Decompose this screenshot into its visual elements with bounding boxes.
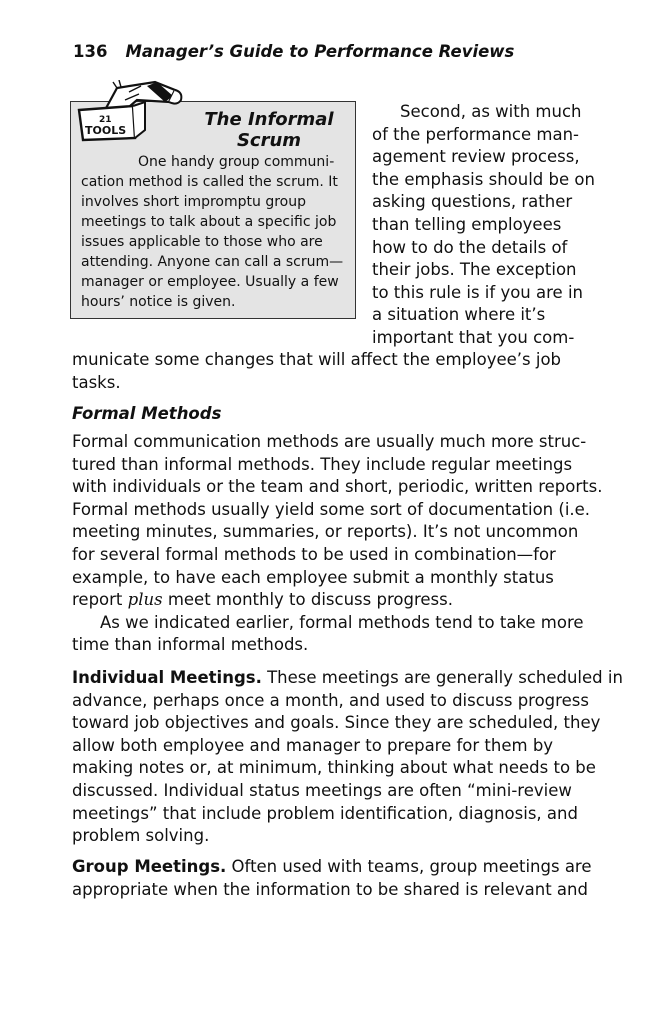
body-line: a situation where it’s (372, 305, 546, 325)
body-line: with individuals or the team and short, periodic, written reports. (72, 477, 603, 497)
sidebar-text-line: cation method is called the scrum. It (81, 174, 338, 190)
body-line: their jobs. The exception (372, 260, 577, 280)
body-line: tured than informal methods. They include regular meetings (72, 454, 573, 474)
body-line: allow both employee and manager to prepare for them by (72, 735, 554, 755)
svg-text:TOOLS: TOOLS (85, 124, 127, 137)
section-heading: Formal Methods (72, 404, 222, 423)
svg-text:21: 21 (99, 115, 112, 125)
sidebar-box (70, 101, 356, 319)
body-line: tasks. (72, 372, 121, 392)
sidebar-text-line: attending. Anyone can call a scrum— (81, 254, 344, 270)
right-column-paragraph (372, 101, 602, 350)
body-line: Formal methods usually yield some sort of documentation (i.e. (72, 499, 591, 519)
body-line (72, 856, 602, 879)
sidebar-text-line: meetings to talk about a specific job (81, 214, 337, 230)
sidebar-text-line: manager or employee. Usually a few (81, 274, 339, 290)
sidebar-text-line: hours’ notice is given. (81, 294, 236, 310)
body-line: making notes or, at minimum, thinking about what needs to be (72, 758, 596, 778)
body-line: Second, as with much (400, 102, 582, 121)
body-line: than telling employees (372, 214, 562, 234)
body-line (72, 667, 623, 690)
run-in-heading: Group Meetings. (72, 857, 227, 876)
text-run: These meetings are generally scheduled in (261, 668, 623, 687)
body-line: Formal communication methods are usually much more struc- (72, 432, 587, 451)
formal-methods-paragraph (72, 431, 602, 657)
continuation-paragraph (72, 349, 602, 394)
body-line: important that you com- (372, 327, 575, 347)
body-line: problem solving. (72, 826, 210, 846)
sidebar-title (189, 109, 349, 151)
run-in-heading: Individual Meetings. (72, 668, 262, 687)
body-line: example, to have each employee submit a monthly status (72, 567, 554, 587)
body-line (72, 589, 602, 612)
text-run: Often used with teams, group meetings are (226, 857, 592, 876)
body-line: advance, perhaps once a month, and used to discuss progress (72, 690, 589, 710)
body-line: discussed. Individual status meetings are often “mini-review (72, 780, 572, 800)
body-line: asking questions, rather (372, 192, 573, 212)
toolbox-icon (77, 80, 187, 142)
body-line: appropriate when the information to be shared is relevant and (72, 879, 588, 899)
body-line: to this rule is if you are in (372, 282, 583, 302)
body-line: how to do the details of (372, 237, 568, 257)
body-line: meetings” that include problem identification, diagnosis, and (72, 803, 578, 823)
sidebar-title-line: Scrum (236, 130, 302, 151)
text-run: meet monthly to discuss progress. (162, 590, 453, 610)
body-line: for several formal methods to be used in combination—for (72, 544, 556, 564)
sidebar-text-line: issues applicable to those who are (81, 234, 323, 250)
running-header (73, 42, 514, 61)
book-title: Manager’s Guide to Performance Reviews (125, 42, 515, 61)
individual-meetings-paragraph (72, 667, 623, 848)
sidebar-title-line: The Informal (204, 109, 334, 130)
body-line: As we indicated earlier, formal methods tend to take more (100, 612, 584, 632)
italic-word: plus (127, 590, 163, 610)
body-line: municate some changes that will affect the employee’s job (72, 350, 562, 369)
body-line: toward job objectives and goals. Since they are scheduled, they (72, 713, 601, 733)
text-run: report (72, 590, 128, 610)
sidebar-text (81, 152, 353, 312)
sidebar-text-line: involves short impromptu group (81, 194, 306, 210)
body-line: agement review process, (372, 147, 580, 167)
body-line: meeting minutes, summaries, or reports). It’s not uncommon (72, 522, 579, 542)
body-line: of the performance man- (372, 124, 579, 144)
body-line: time than informal methods. (72, 635, 309, 655)
group-meetings-paragraph (72, 856, 602, 901)
sidebar-text-line: One handy group communi- (138, 154, 335, 170)
body-line: the emphasis should be on (372, 169, 595, 189)
page-number: 136 (73, 42, 108, 61)
